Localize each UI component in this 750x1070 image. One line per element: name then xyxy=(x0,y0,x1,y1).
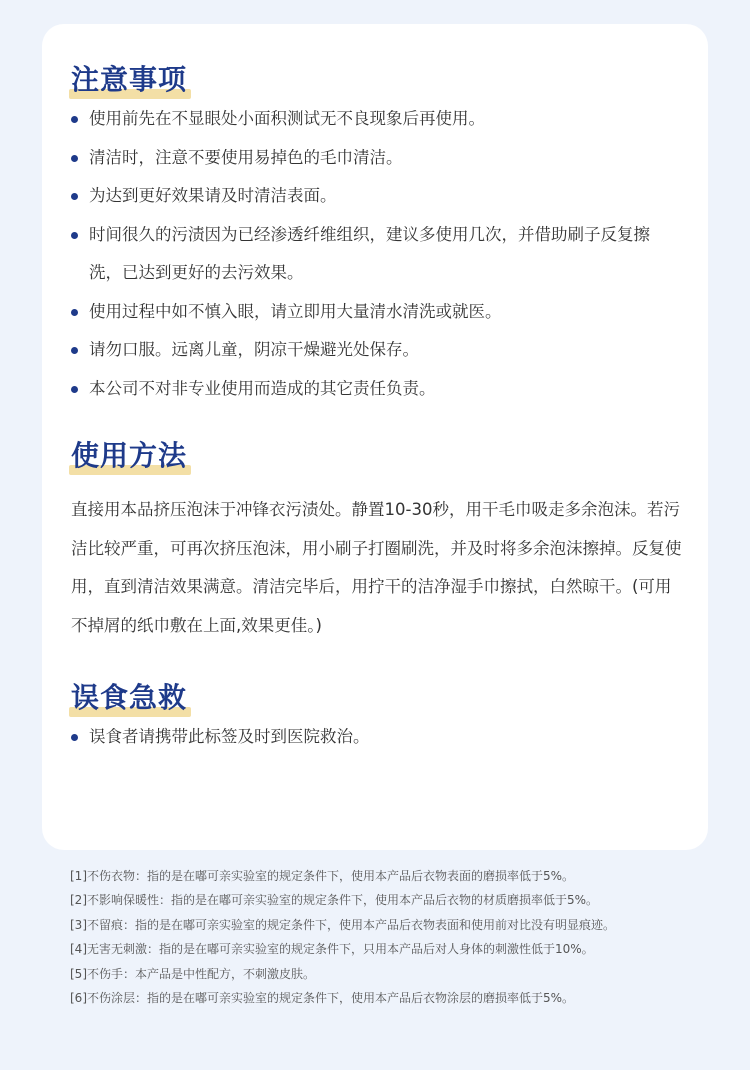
list-item: 清洁时，注意不要使用易掉色的毛巾清洁。 xyxy=(71,139,682,178)
list-item: 本公司不对非专业使用而造成的其它责任负责。 xyxy=(71,370,682,409)
list-item: 时间很久的污渍因为已经渗透纤维组织，建议多使用几次，并借助刷子反复擦洗，已达到更好的去污效果。 xyxy=(71,216,682,293)
first-aid-list xyxy=(71,718,682,757)
footnote: [2]不影响保暖性：指的是在嘟可亲实验室的规定条件下，使用本产品后衣物的材质磨损率低于5%。 xyxy=(70,893,599,908)
section-title-usage: 使用方法 xyxy=(71,436,187,476)
footnote: [6]不伤涂层：指的是在嘟可亲实验室的规定条件下，使用本产品后衣物涂层的磨损率低于5%。 xyxy=(70,991,575,1006)
list-item: 请勿口服。远离儿童，阴凉干燥避光处保存。 xyxy=(71,331,682,370)
list-item: 使用过程中如不慎入眼，请立即用大量清水清洗或就医。 xyxy=(71,293,682,332)
list-item: 误食者请携带此标签及时到医院救治。 xyxy=(71,718,682,757)
section-title-notice: 注意事项 xyxy=(71,60,187,100)
list-item: 为达到更好效果请及时清洁表面。 xyxy=(71,177,682,216)
content-card xyxy=(42,24,708,850)
section-title-first-aid: 误食急救 xyxy=(71,678,187,718)
usage-paragraph: 直接用本品挤压泡沫于冲锋衣污渍处。静置10-30秒，用干毛巾吸走多余泡沫。若污洁比较严重，可再次挤压泡沫，用小刷子打圈刷洗，并及时将多余泡沫擦掉。反复使用，直到清洁效果满意。清洁完毕后，用拧干的洁净湿手巾擦拭，白然晾干。(可用不掉屑的纸巾敷在上面,效果更佳。) xyxy=(71,500,682,635)
footnote: [5]不伤手：本产品是中性配方，不刺激皮肤。 xyxy=(70,966,315,981)
footnotes xyxy=(70,864,710,1010)
notice-list xyxy=(71,100,682,408)
footnote: [1]不伤衣物：指的是在嘟可亲实验室的规定条件下，使用本产品后衣物表面的磨损率低于5%。 xyxy=(70,869,575,883)
list-item: 使用前先在不显眼处小面积测试无不良现象后再使用。 xyxy=(71,100,682,139)
footnote: [4]无害无刺激：指的是在嘟可亲实验室的规定条件下，只用本产品后对人身体的刺激性低于10%。 xyxy=(70,942,594,957)
footnote: [3]不留痕：指的是在嘟可亲实验室的规定条件下，使用本产品后衣物表面和使用前对比没有明显痕迹。 xyxy=(70,917,616,932)
